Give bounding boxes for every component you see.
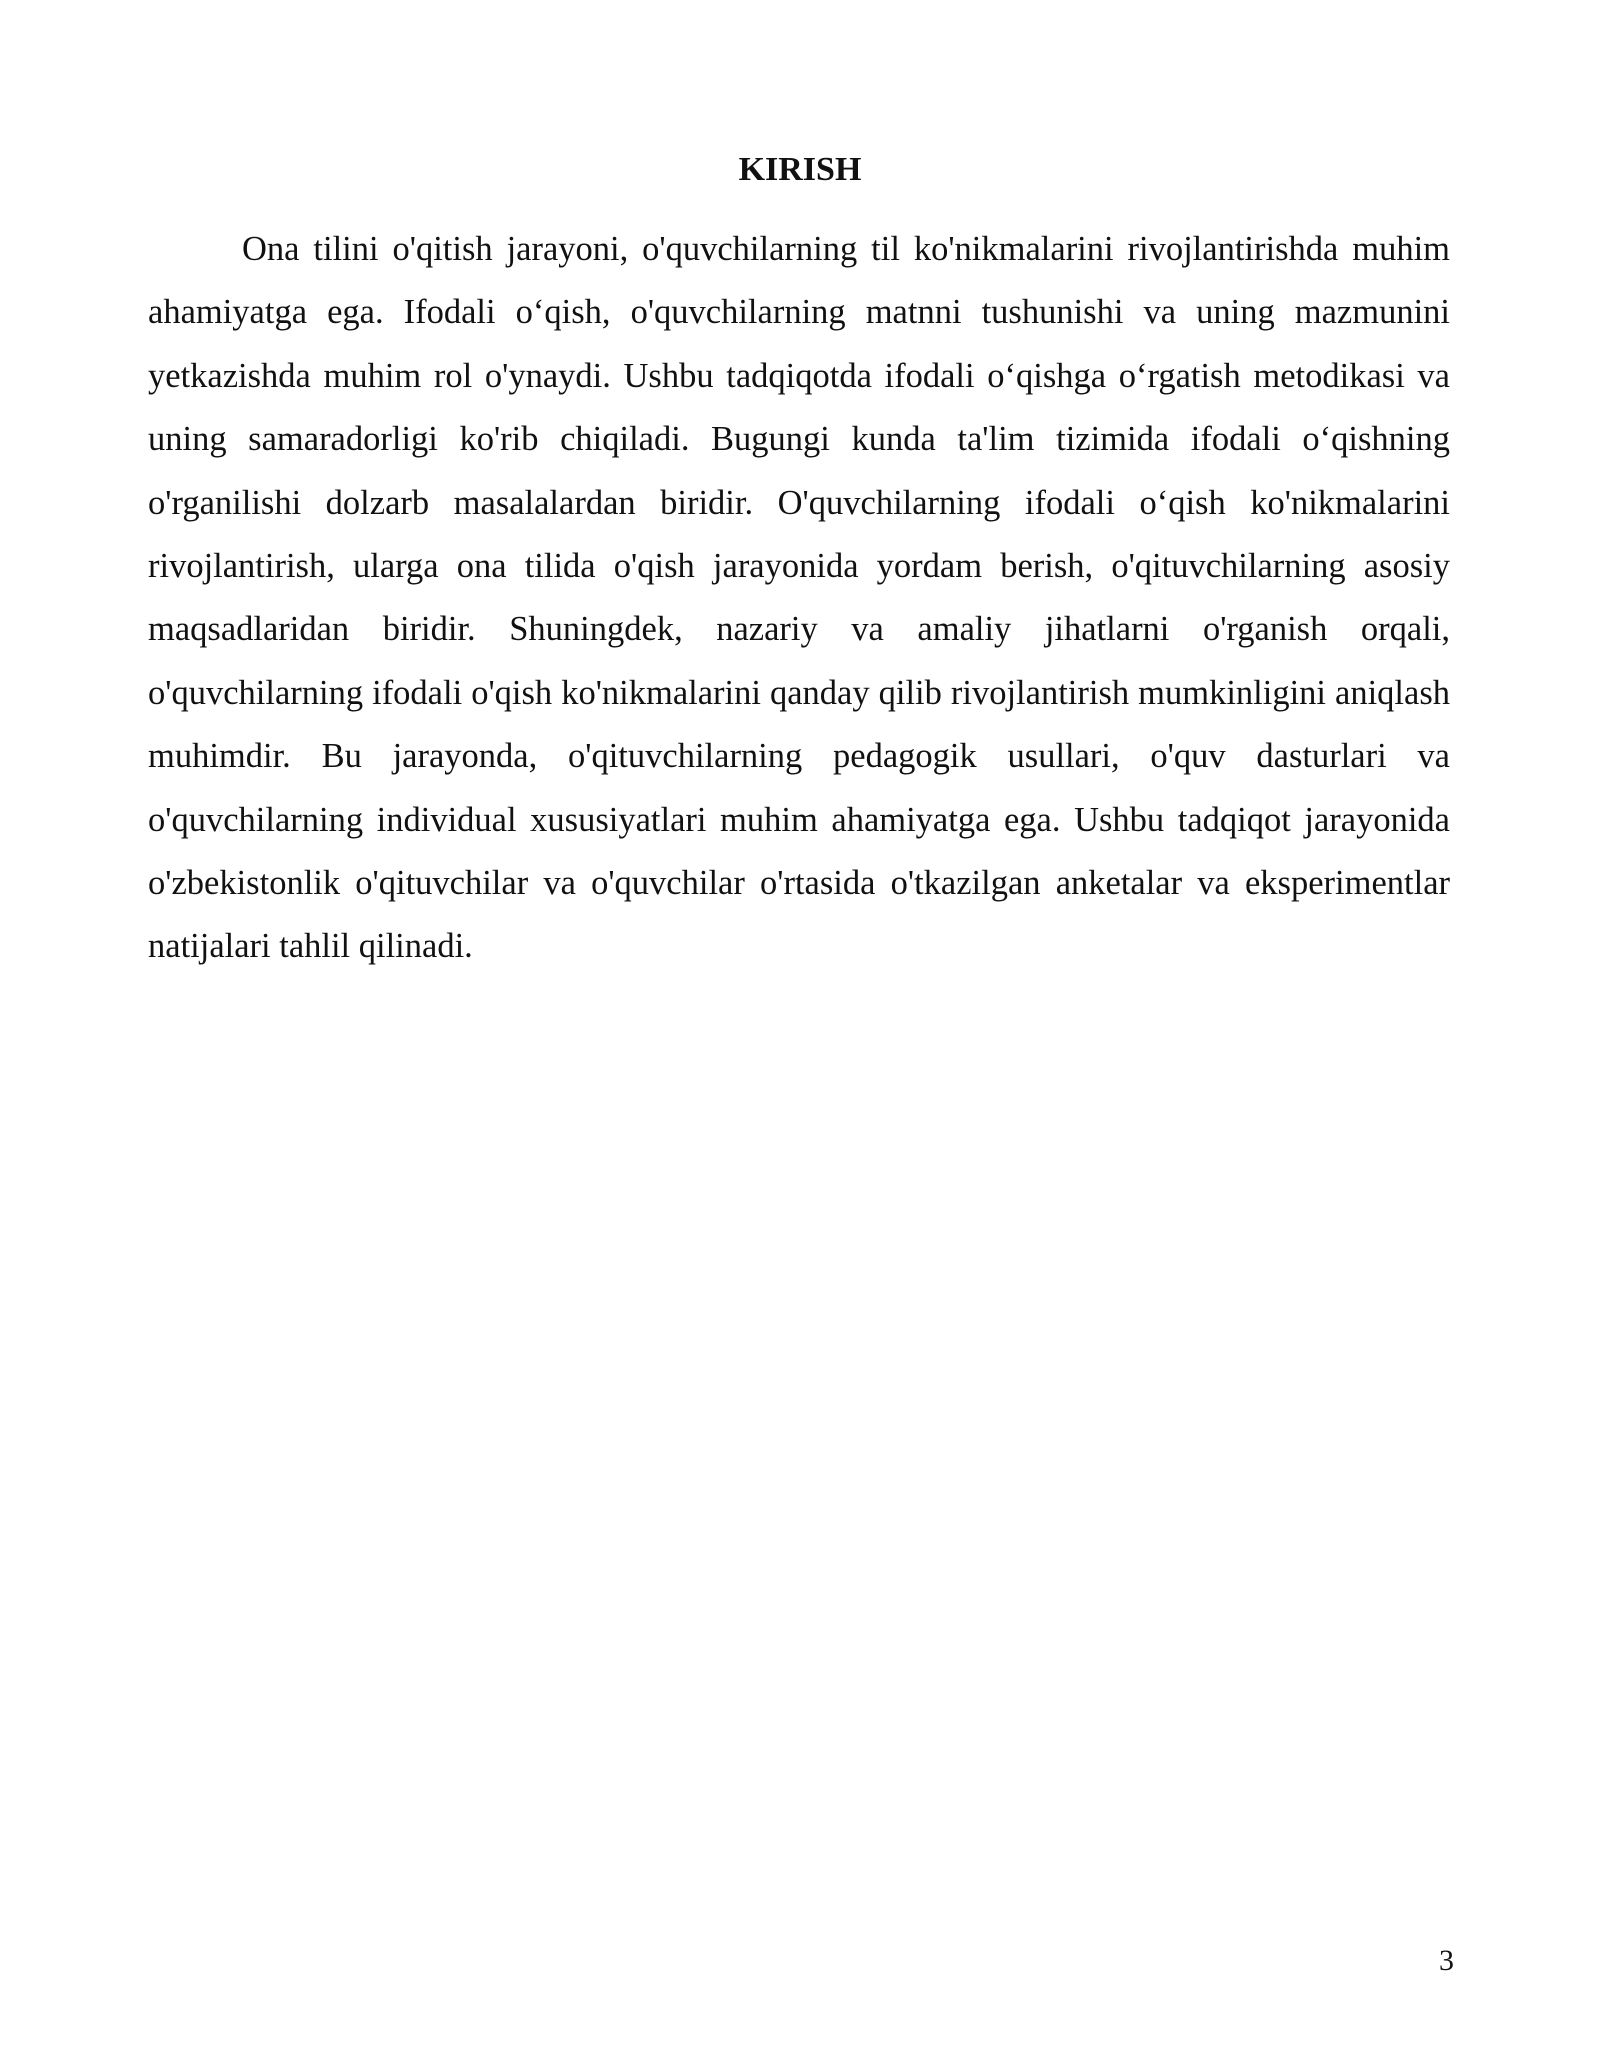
page-number: 3 [1439,1944,1454,1977]
section-heading: KIRISH [738,151,862,188]
intro-paragraph: Ona tilini o'qitish jarayoni, o'quvchilarning til ko'nikmalarini rivojlantirishda muhim ahamiyatga ega. Ifodali o‘qish, o'quvchilarning matnni tushunishi va uning mazmunini yetkazishda muhim rol o'ynaydi. Ushbu tadqiqotda ifodali o‘qishga o‘rgatish metodikasi va uning samaradorligi ko'rib chiqiladi. Bugungi kunda ta'lim tizimida ifodali o‘qishning o'rganilishi dolzarb masalalardan biridir. O'quvchilarning ifodali o‘qish ko'nikmalarini rivojlantirish, ularga ona tilida o'qish jarayonida yordam berish, o'qituvchilarning asosiy maqsadlaridan biridir. Shuningdek, nazariy va amaliy jihatlarni o'rganish orqali, o'quvchilarning ifodali o'qish ko'nikmalarini qanday qilib rivojlantirish mumkinligini aniqlash muhimdir. Bu jarayonda, o'qituvchilarning pedagogik usullari, o'quv dasturlari va o'quvchilarning individual xususiyatlari muhim ahamiyatga ega. Ushbu tadqiqot jarayonida o'zbekistonlik o'qituvchilar va o'quvchilar o'rtasida o'tkazilgan anketalar va eksperimentlar natijalari tahlil qilinadi. [148,230,1450,966]
